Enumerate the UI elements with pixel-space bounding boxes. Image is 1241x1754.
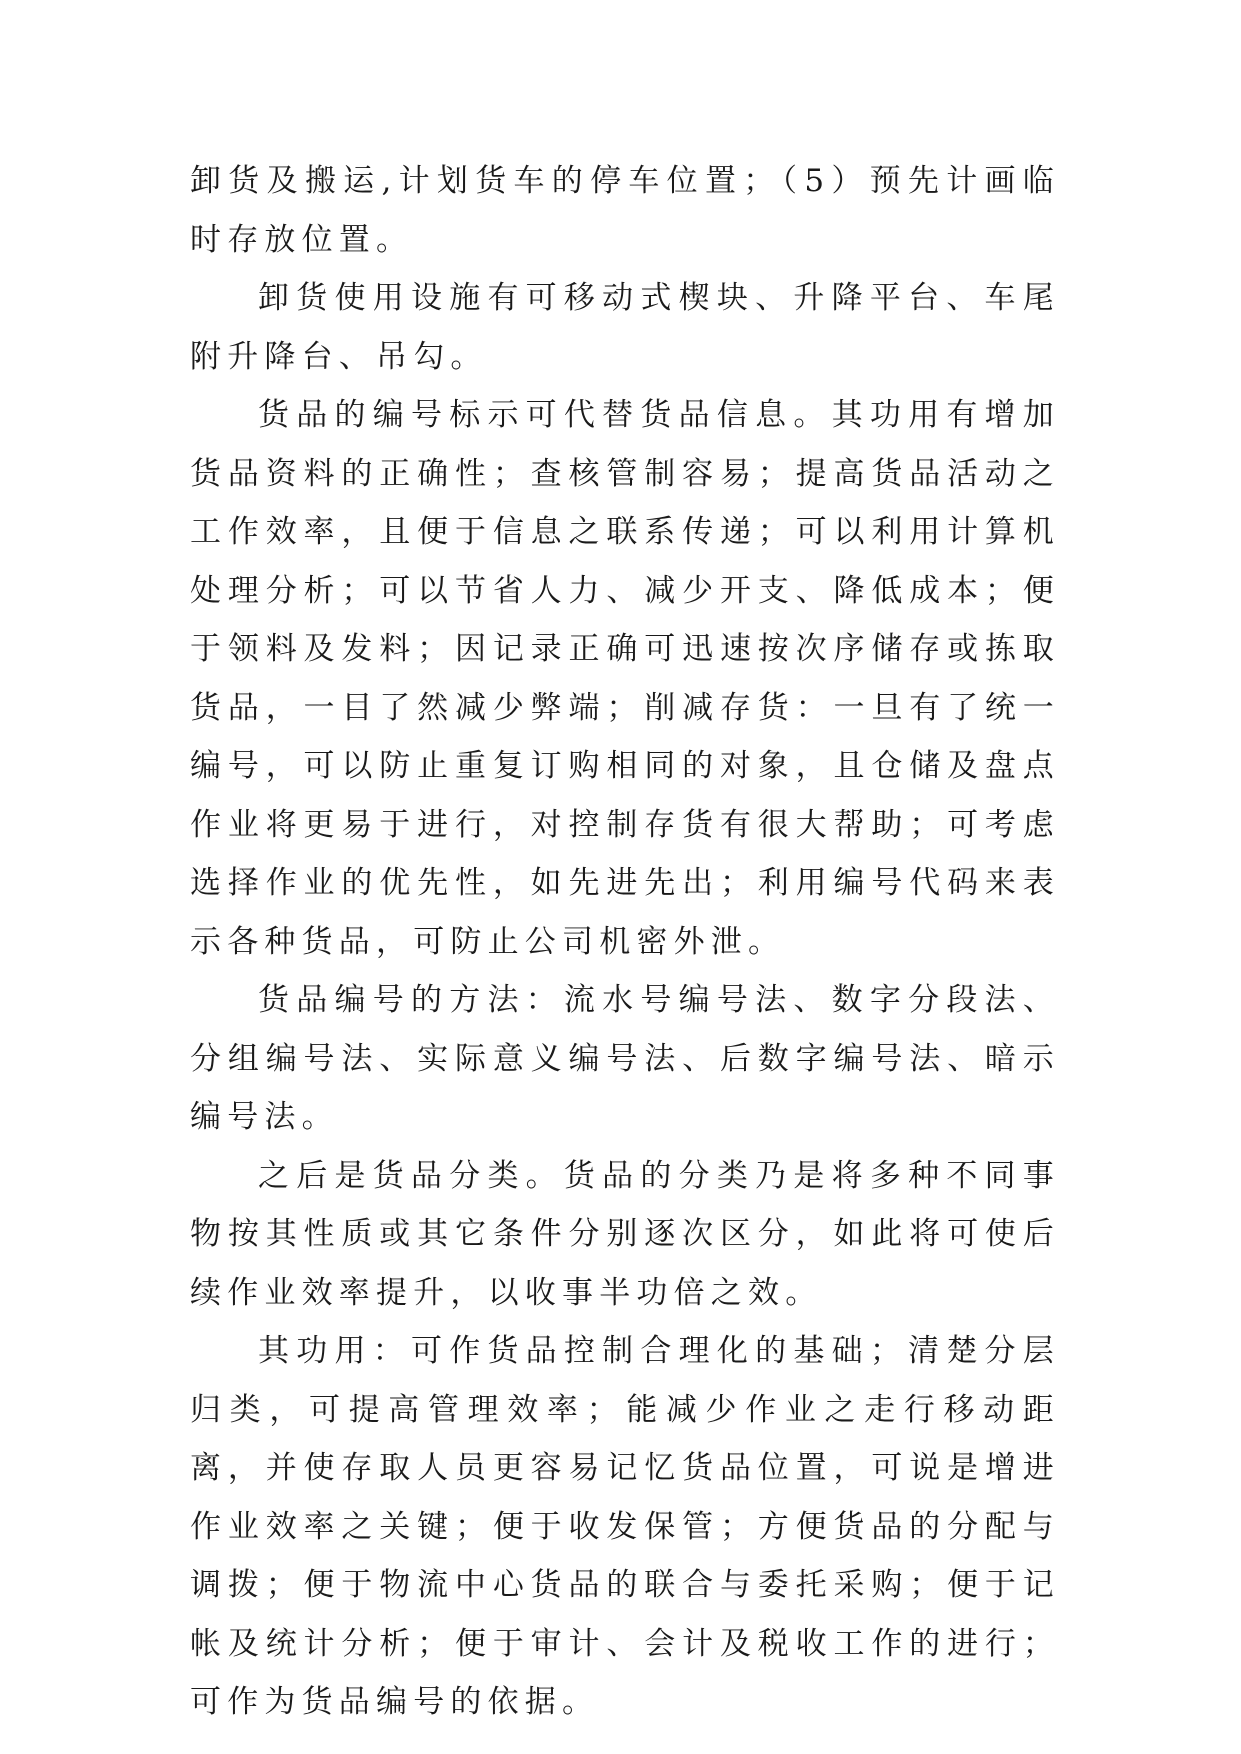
paragraph-unloading-plan: 卸货及搬运,计划货车的停车位置；（5）预先计画临时存放位置。 (190, 163, 1060, 258)
paragraph-numbering-methods: 货品编号的方法：流水号编号法、数字分段法、分组编号法、实际意义编号法、后数字编号法、暗示编号法。 (190, 982, 1060, 1135)
paragraph-classification-functions: 其功用：可作货品控制合理化的基础；清楚分层归类，可提高管理效率；能减少作业之走行移动距离，并使存取人员更容易记忆货品位置，可说是增进作业效率之关键；便于收发保管；方便货品的分配与调拨；便于物流中心货品的联合与委托采购；便于记帐及统计分析；便于审计、会计及税收工作的进行；可作为货品编号的依据。 (190, 1333, 1060, 1720)
paragraph-item-classification: 之后是货品分类。货品的分类乃是将多种不同事物按其性质或其它条件分别逐次区分，如此将可使后续作业效率提升，以收事半功倍之效。 (190, 1157, 1060, 1311)
paragraph-item-numbering-functions: 货品的编号标示可代替货品信息。其功用有增加货品资料的正确性；查核管制容易；提高货品活动之工作效率，且便于信息之联系传递；可以利用计算机处理分析；可以节省人力、减少开支、降低成本；便于领料及发料；因记录正确可迅速按次序储存或拣取货品，一目了然减少弊端；削减存货：一旦有了统一编号，可以防止重复订购相同的对象，且仓储及盘点作业将更易于进行，对控制存货有很大帮助；可考虑选择作业的优先性，如先进先出；利用编号代码来表示各种货品，可防止公司机密外泄。 (190, 397, 1060, 960)
document-body (190, 152, 1060, 1732)
paragraph-unloading-equipment: 卸货使用设施有可移动式楔块、升降平台、车尾附升降台、吊勾。 (190, 280, 1060, 375)
